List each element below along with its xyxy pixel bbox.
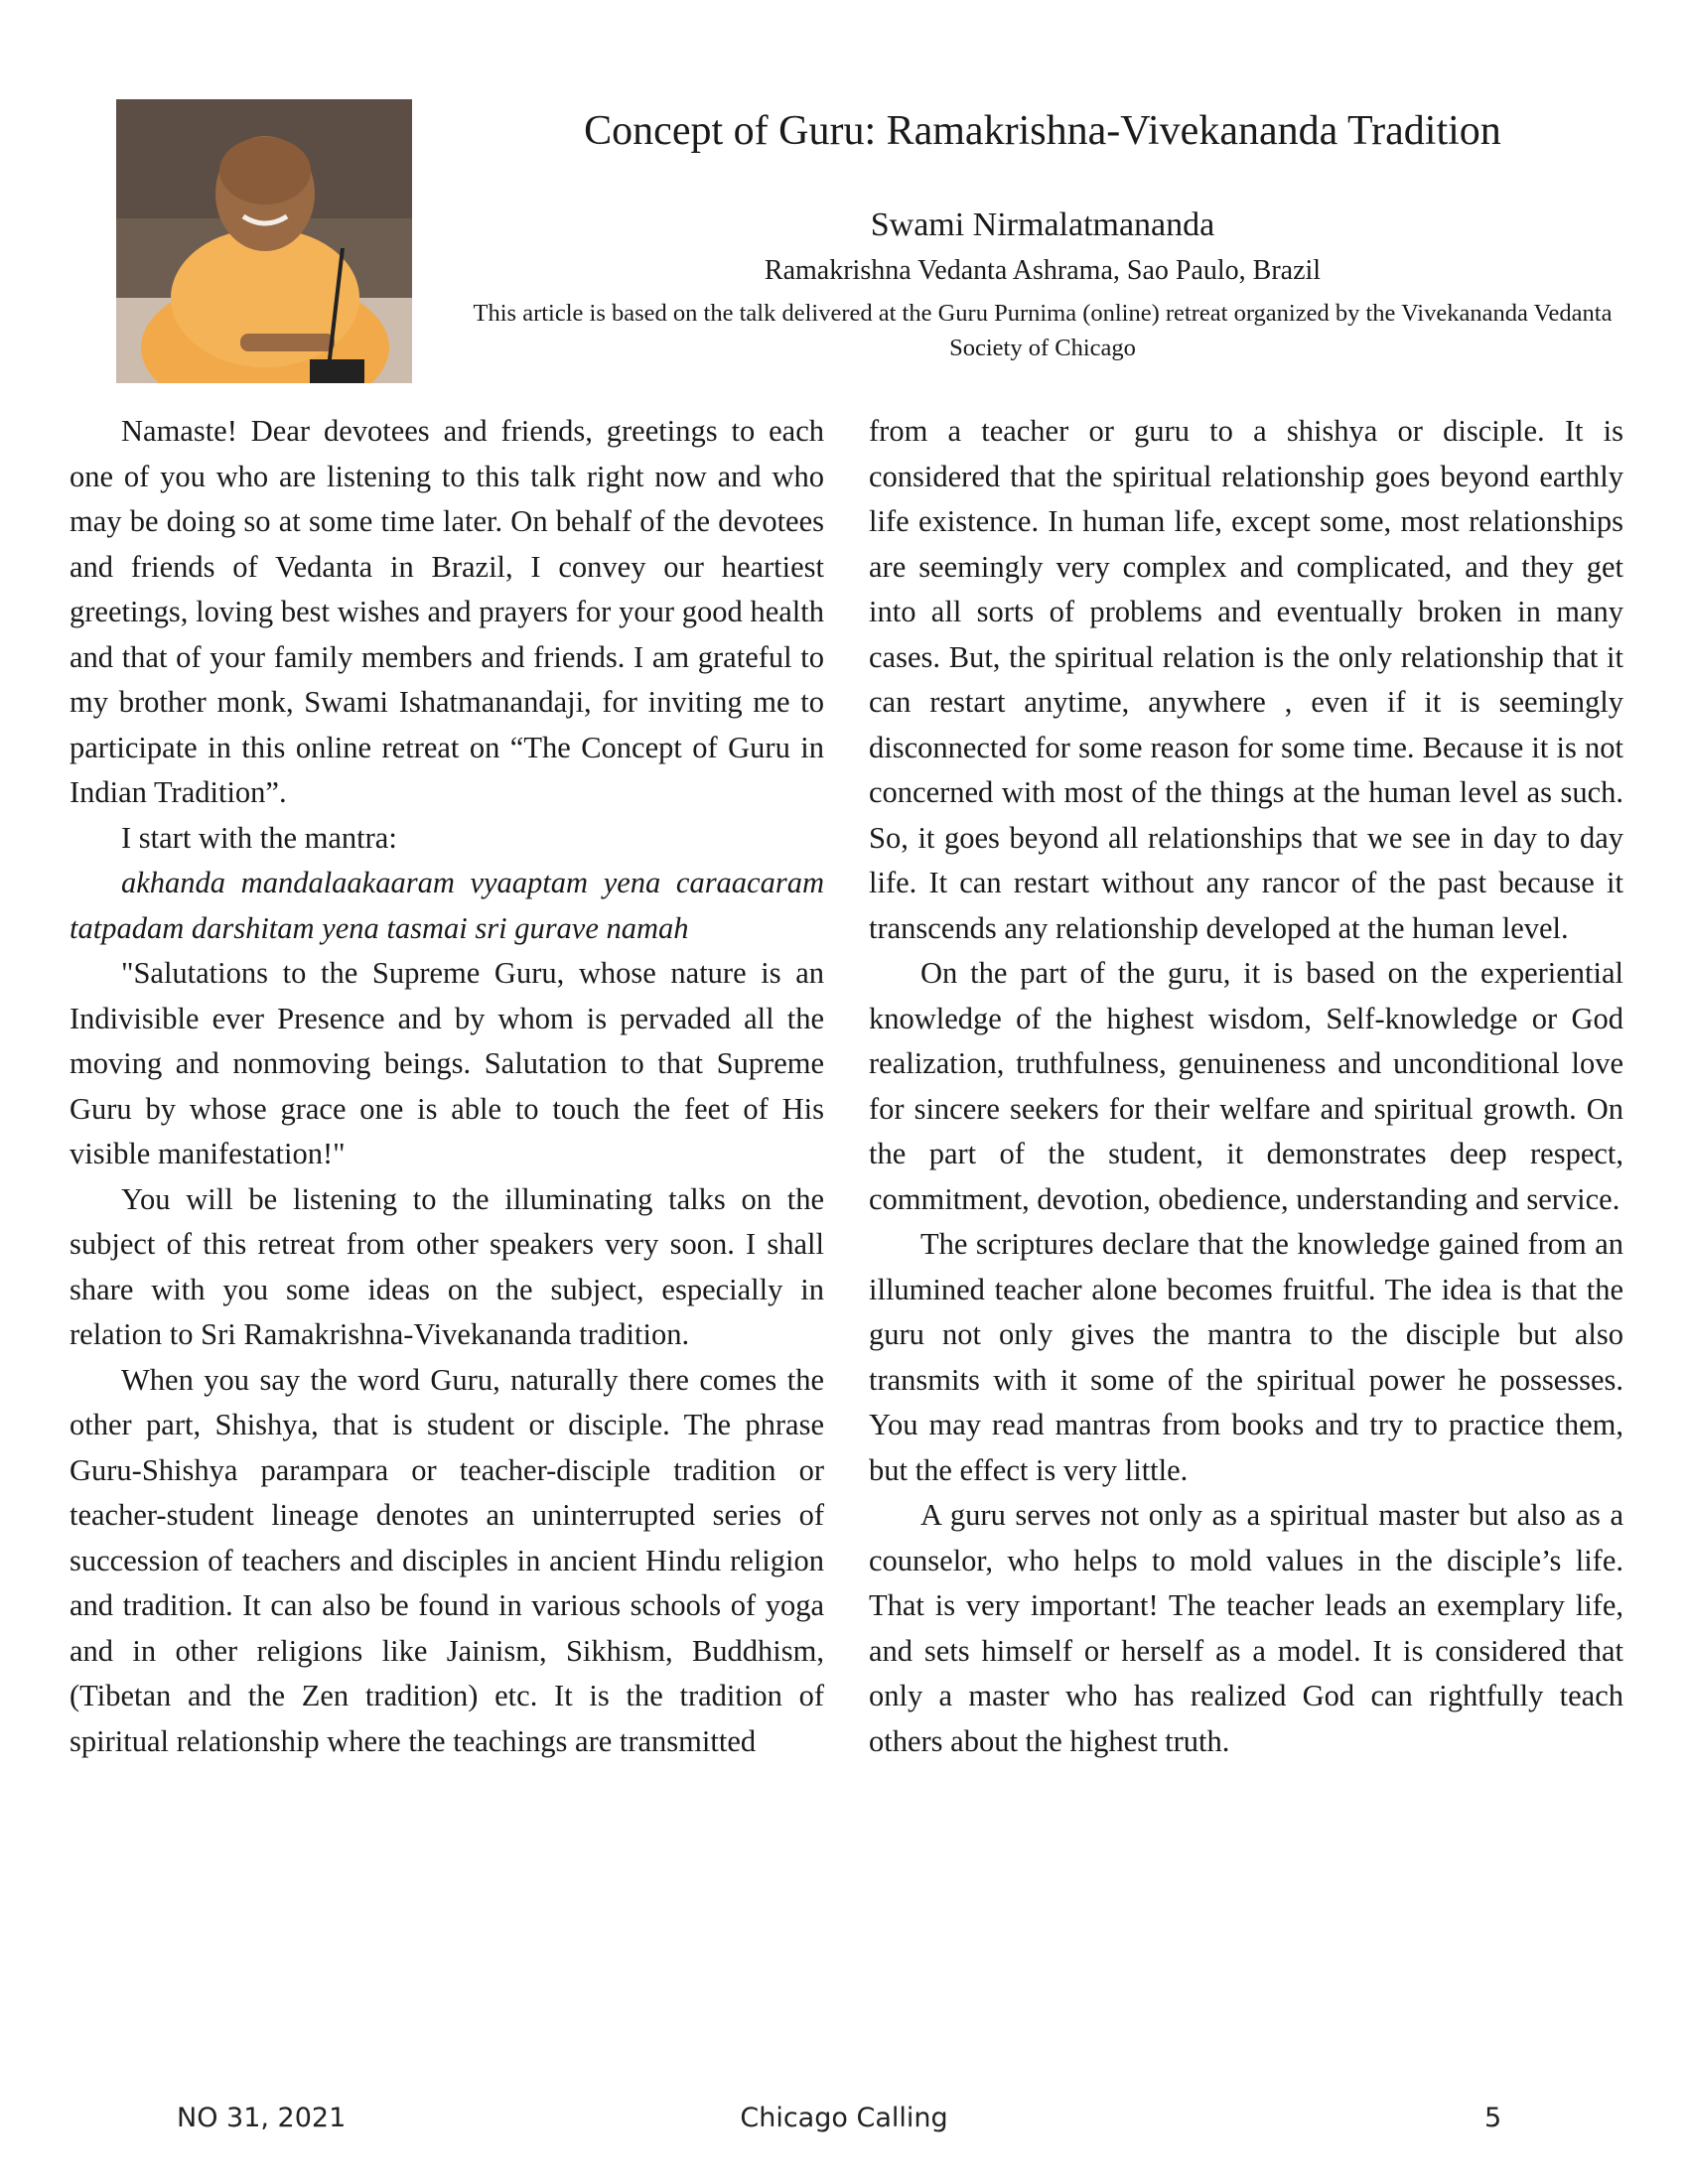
paragraph: When you say the word Guru, naturally there comes the other part, Shishya, that is student or disciple. The phrase Guru-Shishya parampara or teacher-disciple tradition or teacher-student lineage denotes an uninterrupted series of succession of teachers and disciples in ancient Hindu religion and tradition. It can also be found in various schools of yoga and in other religions like Jainism, Sikhism, Buddhism, (Tibetan and the Zen tradition) etc. It is the tradition of spiritual relationship where the teachings are transmitted <box>70 1362 824 1758</box>
author-portrait-icon <box>116 99 412 383</box>
footer-issue: NO 31, 2021 <box>177 2103 347 2133</box>
page-number: 5 <box>1484 2103 1502 2133</box>
paragraph: On the part of the guru, it is based on the experiential knowledge of the highest wisdom, Self-knowledge or God realization, truthfulness, genuineness and unconditional love for sincere seekers for their welfare and spiritual growth. On the part of the student, it demonstrates deep respect, commitment, devotion, obedience, understanding and service. <box>869 956 1623 1216</box>
author-photo <box>116 99 412 383</box>
paragraph: The scriptures declare that the knowledge gained from an illumined teacher alone becomes fruitful. The idea is that the guru not only gives the mantra to the disciple but also transmits with it some of the spiritual power he possesses. You may read mantras from books and try to practice them, but the effect is very little. <box>869 1227 1623 1487</box>
paragraph: You will be listening to the illuminating talks on the subject of this retreat from other speakers very soon. I shall share with you some ideas on the subject, especially in relation to Sri Ramakrishna-Vivekananda tradition. <box>70 1181 824 1351</box>
article-note: This article is based on the talk delivered at the Guru Purnima (online) retreat organized by the Vivekananda Vedanta Society of Chicago <box>473 300 1613 361</box>
paragraph: I start with the mantra: <box>121 820 397 855</box>
author-name: Swami Nirmalatmananda <box>870 206 1215 243</box>
paragraph: "Salutations to the Supreme Guru, whose nature is an Indivisible ever Presence and by whom is pervaded all the moving and nonmoving beings. Salutation to that Supreme Guru by whose grace one is able to touch the feet of His visible manifestation!" <box>70 956 824 1170</box>
paragraph: from a teacher or guru to a shishya or disciple. It is considered that the spiritual relationship goes beyond earthly life existence. In human life, except some, most relationships are seemingly very complex and complicated, and they get into all sorts of problems and eventually broken in many cases. But, the spiritual relation is the only relationship that it can restart anytime, anywhere , even if it is seemingly disconnected for some reason for some time. Because it is not concerned with most of the things at the human level as such. So, it goes beyond all relationships that we see in day to day life. It can restart without any rancor of the past because it transcends any relationship developed at the human level. <box>869 414 1623 945</box>
paragraph: A guru serves not only as a spiritual master but also as a counselor, who helps to mold values in the disciple’s life. That is very important! The teacher leads an exemplary life, and sets himself or herself as a model. It is considered that only a master who has realized God can rightfully teach others about the highest truth. <box>869 1498 1623 1758</box>
footer-publication: Chicago Calling <box>740 2103 948 2133</box>
paragraph: Namaste! Dear devotees and friends, greetings to each one of you who are listening to this talk right now and who may be doing so at some time later. On behalf of the devotees and friends of Vedanta in Brazil, I convey our heartiest greetings, loving best wishes and prayers for your good health and that of your family members and friends. I am grateful to my brother monk, Swami Ishatmanandaji, for inviting me to participate in this online retreat on “The Concept of Guru in Indian Tradition”. <box>70 414 824 809</box>
author-affiliation: Ramakrishna Vedanta Ashrama, Sao Paulo, Brazil <box>764 255 1322 286</box>
article-title: Concept of Guru: Ramakrishna-Vivekananda Tradition <box>584 108 1501 154</box>
mantra-text: akhanda mandalaakaaram vyaaptam yena caraacaram tatpadam darshitam yena tasmai sri gurave namah <box>70 866 824 945</box>
right-column <box>869 409 1623 1764</box>
left-column <box>70 409 824 1764</box>
